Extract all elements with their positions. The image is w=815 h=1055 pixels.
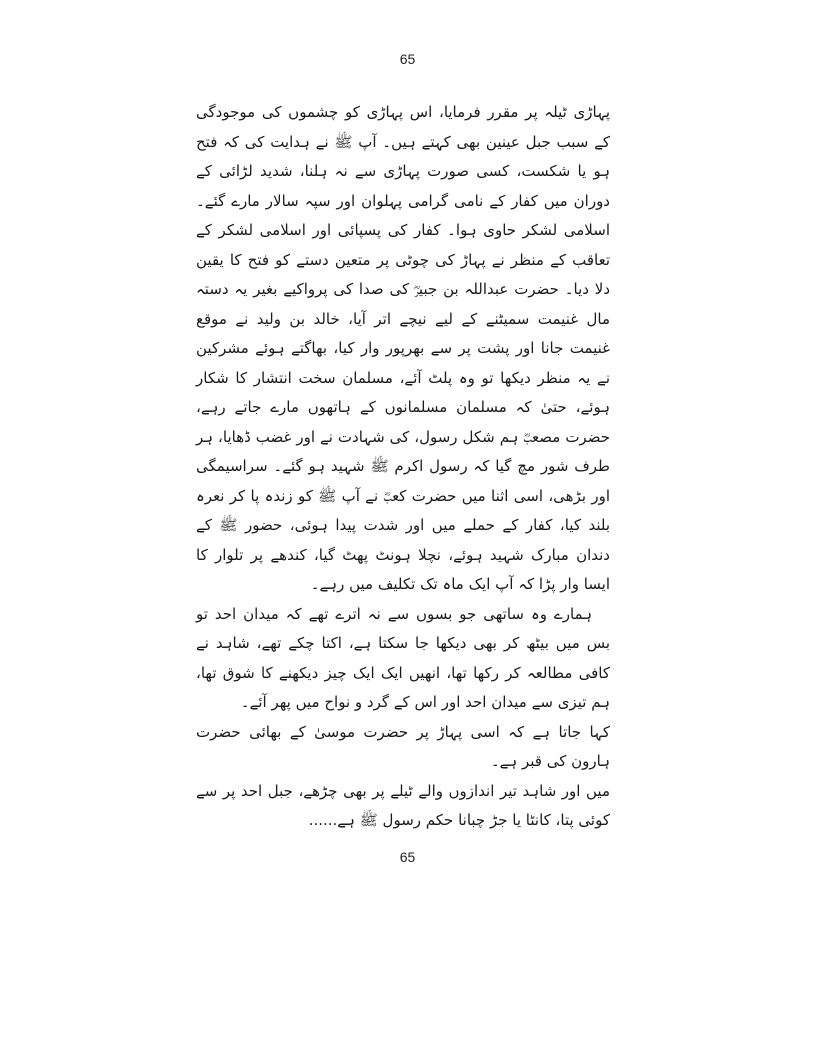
- paragraph-4: میں اور شاہد تیر اندازوں والے ٹیلے پر بھی چڑھے، جبل احد پر سے کوئی پتا، کانٹا یا جڑ چبانا حکم رسول ﷺ ہے......: [196, 781, 610, 829]
- body-text: [196, 98, 610, 836]
- paragraph-1: پہاڑی ٹیلہ پر مقرر فرمایا، اس پہاڑی کو چشموں کی موجودگی کے سبب جبل عینین بھی کہتے ہیں۔ آپ ﷺ نے ہدایت کی کہ فتح ہو یا شکست، کسی صورت پہاڑی سے نہ ہلنا، شدید لڑائی کے دوران میں کفار کے نامی گرامی پہلوان اور سپہ سالار مارے گئے۔ اسلامی لشکر حاوی ہوا۔ کفار کی پسپائی اور اسلامی لشکر کے تعاقب کے منظر نے پہاڑ کی چوٹی پر متعین دستے کو فتح کا یقین دلا دیا۔ حضرت عبداللہ بن جبیرؓ کی صدا کی پرواکیے بغیر یہ دستہ مال غنیمت سمیٹنے کے لیے نیچے اتر آیا، خالد بن ولید نے موقع غنیمت جانا اور پشت پر سے بھرپور وار کیا، بھاگتے ہوئے مشرکین نے یہ منظر دیکھا تو وہ پلٹ آئے، مسلمان سخت انتشار کا شکار ہوئے، حتیٰ کہ مسلمان مسلمانوں کے ہاتھوں مارے جاتے رہے، حضرت مصعبؓ ہم شکل رسول، کی شہادت نے اور غضب ڈھایا، ہر طرف شور مچ گیا کہ رسول اکرم ﷺ شہید ہو گئے۔ سراسیمگی اور بڑھی، اسی اثنا میں حضرت کعبؓ نے آپ ﷺ کو زندہ پا کر نعرہ بلند کیا، کفار کے حملے میں اور شدت پیدا ہوئی، حضور ﷺ کے دندان مبارک شہید ہوئے، نچلا ہونٹ پھٹ گیا، کندھے پر تلوار کا ایسا وار پڑا کہ آپ ایک ماہ تک تکلیف میں رہے۔: [196, 103, 610, 593]
- page-number-top: 65: [399, 51, 416, 67]
- paragraph-2: ہمارے وہ ساتھی جو بسوں سے نہ اترے تھے کہ میدان احد تو بس میں بیٹھ کر بھی دیکھا جا سکتا ہے، اکتا چکے تھے، شاہد نے کافی مطالعہ کر رکھا تھا، انھیں ایک ایک چیز دیکھنے کا شوق تھا، ہم تیزی سے میدان احد اور اس کے گرد و نواح میں پھر آئے۔: [196, 604, 610, 711]
- page-number-bottom: 65: [399, 849, 416, 865]
- paragraph-3: کہا جاتا ہے کہ اسی پہاڑ پر حضرت موسیٰ کے بھائی حضرت ہارون کی قبر ہے۔: [196, 722, 610, 770]
